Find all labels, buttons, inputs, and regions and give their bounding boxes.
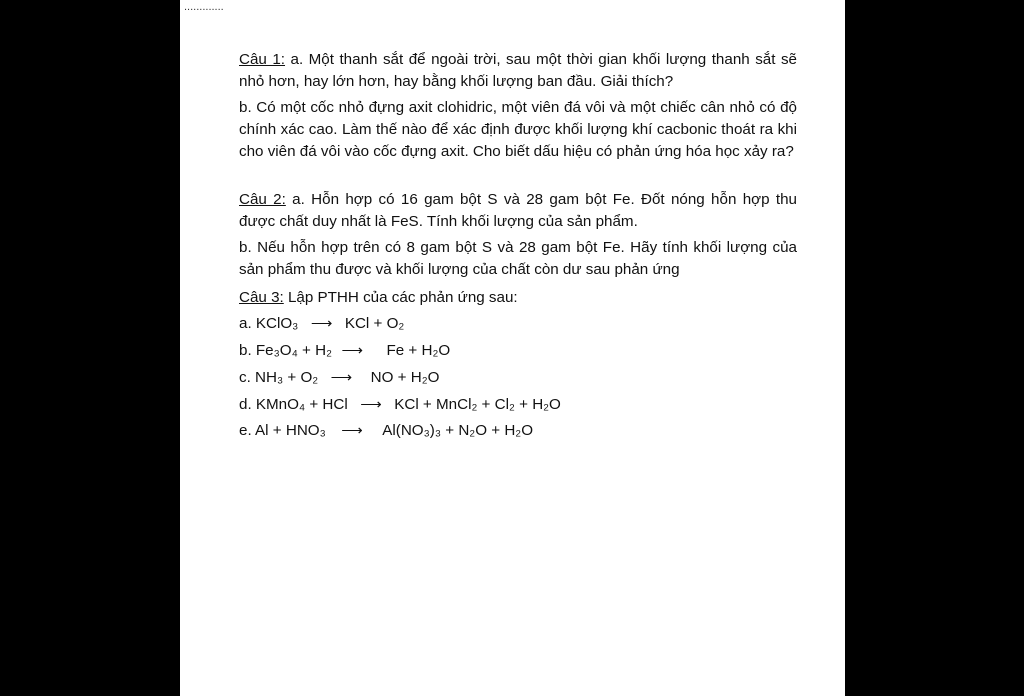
equation-a [239, 313, 404, 335]
reaction-arrow-icon: ⟶ [341, 422, 363, 439]
question-2-label: Câu 2: [239, 191, 286, 208]
question-2-part-a [199, 189, 797, 233]
equation-c [239, 367, 439, 389]
equation-b-left: b. Fe₃O₄ + H₂ [239, 342, 332, 359]
question-3-intro: Lập PTHH của các phản ứng sau: [283, 289, 518, 306]
reaction-arrow-icon: ⟶ [341, 342, 363, 359]
equation-d-left: d. KMnO₄ + HCl [239, 396, 348, 413]
question-1-label: Câu 1: [239, 51, 286, 68]
equation-e-right: Al(NO₃)₃ + N₂O + H₂O [382, 422, 534, 439]
document-page [180, 0, 845, 696]
question-1-part-a [199, 49, 797, 93]
equation-c-right: NO + H₂O [370, 369, 440, 386]
equation-b [239, 340, 450, 362]
question-2-part-b-text: b. Nếu hỗn hợp trên có 8 gam bột S và 28 gam bột Fe. Hãy tính khối lượng của sản phẩm thu được và khối lượng của chất còn dư sau phản ứng [239, 239, 797, 278]
question-1-part-b [199, 97, 797, 163]
equation-e-left: e. Al + HNO₃ [239, 422, 326, 439]
reaction-arrow-icon: ⟶ [360, 396, 382, 413]
question-2-part-a-text: a. Hỗn hợp có 16 gam bột S và 28 gam bột Fe. Đốt nóng hỗn hợp thu được chất duy nhất là FeS. Tính khối lượng của sản phẩm. [239, 191, 798, 230]
question-1-part-b-text: b. Có một cốc nhỏ đựng axit clohidric, một viên đá vôi và một chiếc cân nhỏ có độ chính xác cao. Làm thế nào để xác định được khối lượng khí cacbonic thoát ra khi cho viên đá vôi vào cốc đựng axit. Cho biết dấu hiệu có phản ứng hóa học xảy ra? [239, 99, 797, 160]
equation-d-right: KCl + MnCl₂ + Cl₂ + H₂O [394, 396, 561, 413]
equation-d [239, 394, 561, 416]
equation-e [239, 420, 533, 442]
question-3-heading [199, 287, 797, 309]
reaction-arrow-icon: ⟶ [310, 315, 333, 332]
equation-c-left: c. NH₃ + O₂ [239, 369, 319, 386]
equation-a-left: a. KClO₃ [239, 315, 299, 332]
equation-a-right: KCl + O₂ [344, 315, 405, 332]
question-2-part-b [199, 237, 797, 281]
question-1-part-a-text: a. Một thanh sắt để ngoài trời, sau một thời gian khối lượng thanh sắt sẽ nhỏ hơn, hay lớn hơn, hay bằng khối lượng ban đầu. Giải thích? [239, 51, 797, 90]
equation-b-right: Fe + H₂O [386, 342, 451, 359]
reaction-arrow-icon: ⟶ [330, 369, 353, 386]
question-3-label: Câu 3: [239, 289, 284, 306]
header-dots: ............. [184, 1, 224, 13]
